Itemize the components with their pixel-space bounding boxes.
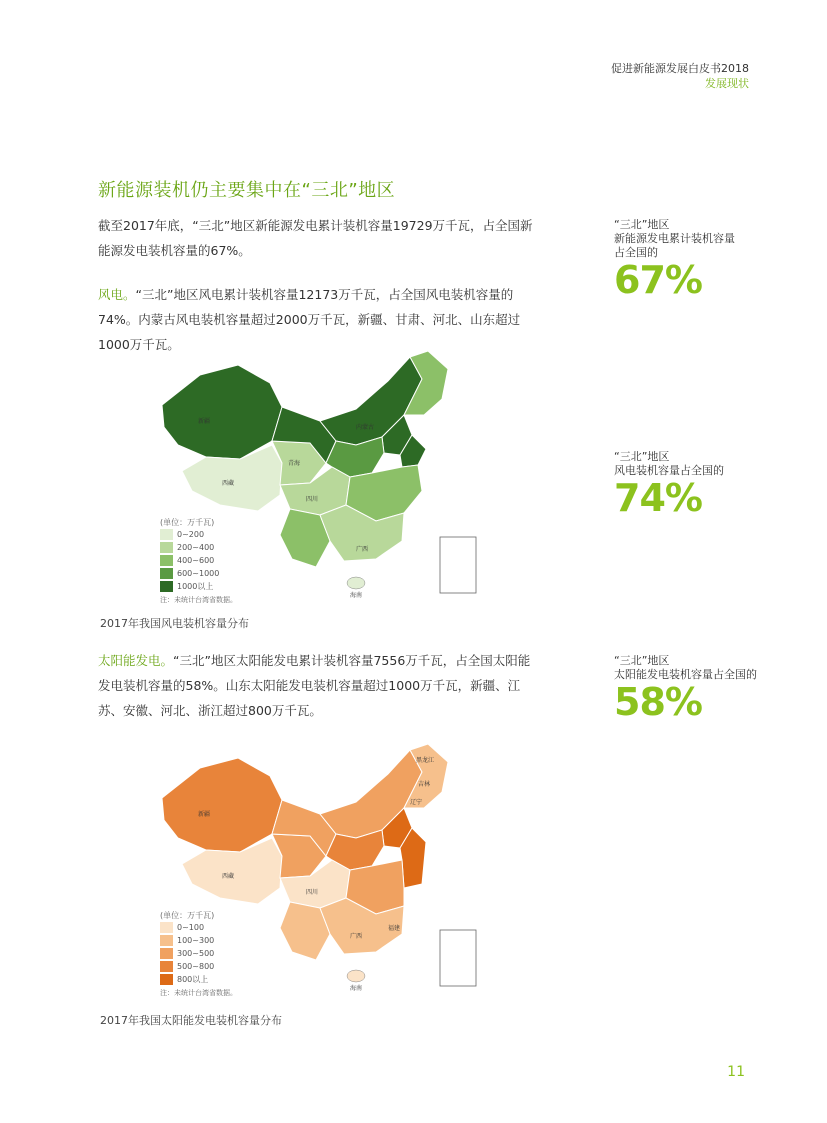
solar-capacity-map <box>160 738 480 1003</box>
map-label: 西藏 <box>222 480 235 487</box>
map-label: 广西 <box>356 546 369 553</box>
legend-label: 400~600 <box>177 556 215 565</box>
map-label: 西藏 <box>222 873 235 880</box>
solar-map-caption: 2017年我国太阳能发电装机容量分布 <box>100 1014 282 1027</box>
legend-item <box>160 554 237 567</box>
map-label: 辽宁 <box>410 799 423 806</box>
legend-item <box>160 580 237 593</box>
legend-label: 800以上 <box>177 975 209 984</box>
map-label: 四川 <box>306 889 319 896</box>
legend-label: 0~200 <box>177 530 205 539</box>
legend-item <box>160 567 237 580</box>
solar-lead: 太阳能发电。 <box>98 653 174 668</box>
solar-text: “三北”地区太阳能发电累计装机容量7556万千瓦，占全国太阳能发电装机容量的58%。山东太阳能发电装机容量超过1000万千瓦，新疆、江苏、安徽、河北、浙江超过800万千瓦。 <box>98 653 531 718</box>
legend-swatch <box>160 935 173 946</box>
stat-new-energy <box>614 218 794 300</box>
wind-map-legend <box>160 517 237 605</box>
legend-note: 注：未统计台湾省数据。 <box>160 989 237 997</box>
map-label: 四川 <box>306 496 319 503</box>
wind-lead: 风电。 <box>98 287 136 302</box>
stat-solar <box>614 654 794 722</box>
legend-swatch <box>160 961 173 972</box>
legend-label: 200~400 <box>177 543 215 552</box>
map-label: 吉林 <box>418 781 431 788</box>
legend-item <box>160 960 237 973</box>
legend-label: 0~100 <box>177 923 205 932</box>
legend-swatch <box>160 568 173 579</box>
map-label: 黑龙江 <box>416 757 435 764</box>
stat-line: 占全国的 <box>614 246 658 259</box>
legend-swatch <box>160 581 173 592</box>
solar-paragraph <box>98 648 538 723</box>
legend-label: 1000以上 <box>177 582 214 591</box>
map-label: 广西 <box>350 933 363 940</box>
legend-item <box>160 934 237 947</box>
section-title: 新能源装机仍主要集中在“三北”地区 <box>98 180 396 201</box>
wind-map-caption: 2017年我国风电装机容量分布 <box>100 617 249 630</box>
legend-swatch <box>160 974 173 985</box>
legend-note: 注：未统计台湾省数据。 <box>160 596 237 604</box>
stat-line: 风电装机容量占全国的 <box>614 464 724 477</box>
legend-item <box>160 528 237 541</box>
map-label: 新疆 <box>198 418 211 425</box>
legend-swatch <box>160 529 173 540</box>
map-label: 新疆 <box>198 811 211 818</box>
legend-label: 500~800 <box>177 962 215 971</box>
stat-line: 太阳能发电装机容量占全国的 <box>614 668 757 681</box>
legend-item <box>160 947 237 960</box>
map-label: 青海 <box>288 460 301 467</box>
legend-title: (单位：万千瓦) <box>160 911 215 920</box>
legend-swatch <box>160 948 173 959</box>
legend-swatch <box>160 922 173 933</box>
map-label: 海南 <box>350 592 363 599</box>
legend-item <box>160 921 237 934</box>
solar-map-legend <box>160 910 237 998</box>
legend-title: (单位：万千瓦) <box>160 518 215 527</box>
legend-label: 100~300 <box>177 936 215 945</box>
legend-item <box>160 541 237 554</box>
page-number: 11 <box>727 1064 745 1080</box>
stat-line: “三北”地区 <box>614 654 670 667</box>
map-label: 内蒙古 <box>356 424 375 431</box>
stat-value: 58% <box>614 680 702 724</box>
stat-line: 新能源发电累计装机容量 <box>614 232 735 245</box>
wind-text: “三北”地区风电累计装机容量12173万千瓦，占全国风电装机容量的74%。内蒙古风电装机容量超过2000万千瓦，新疆、甘肃、河北、山东超过1000万千瓦。 <box>98 287 521 352</box>
legend-swatch <box>160 555 173 566</box>
stat-value: 74% <box>614 476 702 520</box>
legend-swatch <box>160 542 173 553</box>
wind-capacity-map <box>160 345 480 610</box>
chapter-name: 发展现状 <box>705 77 749 90</box>
stat-line: “三北”地区 <box>614 218 670 231</box>
legend-label: 300~500 <box>177 949 215 958</box>
stat-value: 67% <box>614 258 702 302</box>
map-label: 福建 <box>388 925 401 932</box>
legend-label: 600~1000 <box>177 569 220 578</box>
stat-line: “三北”地区 <box>614 450 670 463</box>
report-title: 促进新能源发展白皮书2018 <box>611 62 749 75</box>
stat-wind <box>614 450 794 518</box>
intro-paragraph: 截至2017年底，“三北”地区新能源发电累计装机容量19729万千瓦，占全国新能源发电装机容量的67%。 <box>98 218 533 258</box>
map-label: 海南 <box>350 985 363 992</box>
legend-item <box>160 973 237 986</box>
